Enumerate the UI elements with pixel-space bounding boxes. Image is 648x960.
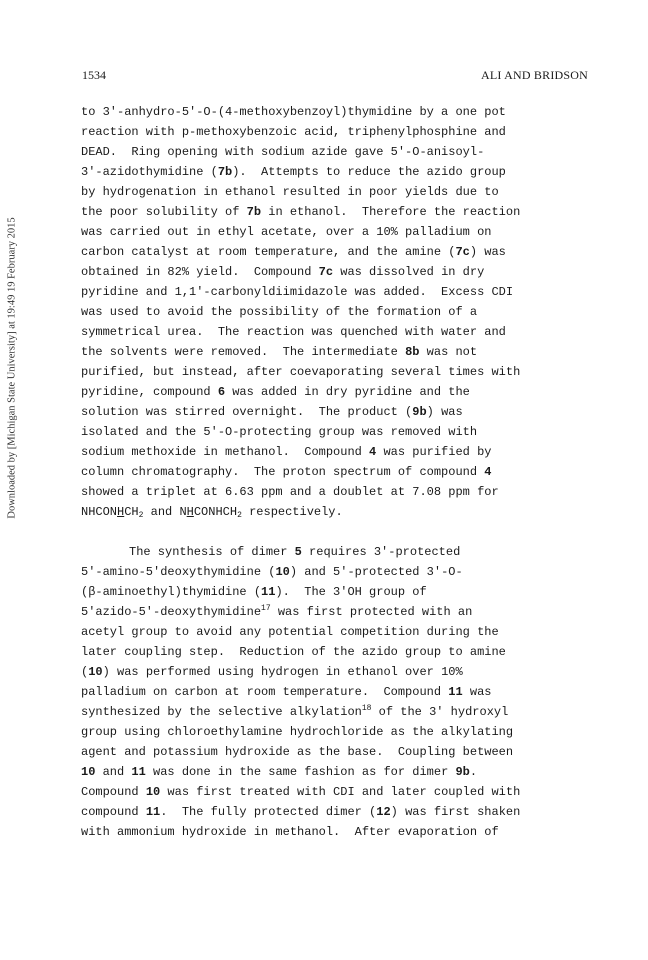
compound-ref: 10 xyxy=(88,665,103,679)
text-line: carbon catalyst at room temperature, and the amine (7c) was xyxy=(81,245,506,259)
compound-ref: 11 xyxy=(145,805,161,819)
text-line: palladium on carbon at room temperature. Compound 11 was xyxy=(81,685,492,699)
compound-ref: 11 xyxy=(448,685,463,699)
text-line: obtained in 82% yield. Compound 7c was dissolved in dry xyxy=(81,265,485,279)
text-line: isolated and the 5'-O-protecting group was removed with xyxy=(81,425,478,439)
text-line: the poor solubility of 7b in ethanol. Therefore the reaction xyxy=(81,205,521,219)
underlined-proton: H xyxy=(117,505,125,519)
text-line: was carried out in ethyl acetate, over a 10% palladium on xyxy=(81,225,492,239)
text-line: solution was stirred overnight. The product (9b) was xyxy=(81,405,463,419)
text-line: pyridine and 1,1'-carbonyldiimidazole was added. Excess CDI xyxy=(81,285,514,299)
text-line: with ammonium hydroxide in methanol. After evaporation of xyxy=(81,825,499,839)
text-line: group using chloroethylamine hydrochloride as the alkylating xyxy=(81,725,514,739)
citation: 17 xyxy=(261,604,271,613)
text-line: (β-aminoethyl)thymidine (11). The 3'OH group of xyxy=(81,585,427,599)
compound-ref: 11 xyxy=(261,585,276,599)
compound-ref: 9b xyxy=(412,405,427,419)
text-line: 5'azido-5'-deoxythymidine$^{17}$ was first protected with an xyxy=(81,604,473,619)
text-line: to 3'-anhydro-5'-O-(4-methoxybenzoyl)thymidine by a one pot xyxy=(81,105,506,119)
text-line: reaction with p-methoxybenzoic acid, triphenylphosphine and xyxy=(81,125,506,139)
underlined-proton: H xyxy=(186,505,194,519)
text-line: showed a triplet at 6.63 ppm and a doublet at 7.08 ppm for xyxy=(81,485,499,499)
paragraph-gap xyxy=(81,522,591,542)
running-head: ALI AND BRIDSON xyxy=(480,68,588,82)
download-note: Downloaded by [Michigan State University] at 19:49 19 February 2015 xyxy=(6,217,18,519)
body-text xyxy=(81,102,591,842)
text-line: acetyl group to avoid any potential competition during the xyxy=(81,625,499,639)
compound-ref: 10 xyxy=(81,765,96,779)
compound-ref: 7c xyxy=(318,265,334,279)
compound-ref: 7b xyxy=(246,205,262,219)
text-line: column chromatography. The proton spectrum of compound 4 xyxy=(81,465,492,479)
compound-ref: 8b xyxy=(405,345,420,359)
text-line: symmetrical urea. The reaction was quenched with water and xyxy=(81,325,506,339)
compound-ref: 6 xyxy=(217,385,226,399)
text-line: purified, but instead, after coevaporating several times with xyxy=(81,365,521,379)
compound-ref: 5 xyxy=(294,545,302,559)
text-line: by hydrogenation in ethanol resulted in poor yields due to xyxy=(81,185,499,199)
text-line: The synthesis of dimer 5 requires 3'-protected xyxy=(129,545,461,559)
text-line: agent and potassium hydroxide as the base. Coupling between xyxy=(81,745,514,759)
text-line: DEAD. Ring opening with sodium azide gave 5'-O-anisoyl- xyxy=(81,145,485,159)
page-number: 1534 xyxy=(82,68,106,82)
compound-ref: 10 xyxy=(275,565,290,579)
citation: 18 xyxy=(361,704,372,713)
compound-ref: 9b xyxy=(455,765,470,779)
download-watermark xyxy=(2,68,22,668)
text-line: $NHCONHCH_2$ and $NHCONHCH_2$ respectively. xyxy=(81,505,343,520)
text-line: sodium methoxide in methanol. Compound 4 was purified by xyxy=(81,445,492,459)
compound-ref: 7b xyxy=(217,165,233,179)
compound-ref: 10 xyxy=(145,785,161,799)
text-line: 5'-amino-5'deoxythymidine (10) and 5'-protected 3'-O- xyxy=(81,565,463,579)
running-header xyxy=(82,68,588,84)
compound-ref: 4 xyxy=(484,465,492,479)
compound-ref: 11 xyxy=(131,765,146,779)
text-line: the solvents were removed. The intermediate 8b was not xyxy=(81,345,478,359)
compound-ref: 4 xyxy=(369,445,377,459)
text-line: synthesized by the selective alkylation$^{18}$ of the 3' hydroxyl xyxy=(81,704,509,719)
text-line: compound 11. The fully protected dimer (12) was first shaken xyxy=(81,805,521,819)
text-line: later coupling step. Reduction of the azido group to amine xyxy=(81,645,506,659)
text-line: 3'-azidothymidine (7b). Attempts to reduce the azido group xyxy=(81,165,506,179)
text-line: Compound 10 was first treated with CDI and later coupled with xyxy=(81,785,521,799)
text-line: 10 and 11 was done in the same fashion as for dimer 9b. xyxy=(81,765,478,779)
compound-ref: 12 xyxy=(376,805,391,819)
text-line: pyridine, compound 6 was added in dry pyridine and the xyxy=(81,385,470,399)
text-line: was used to avoid the possibility of the formation of a xyxy=(81,305,478,319)
text-line: (10) was performed using hydrogen in ethanol over 10% xyxy=(81,665,463,679)
compound-ref: 7c xyxy=(455,245,470,259)
